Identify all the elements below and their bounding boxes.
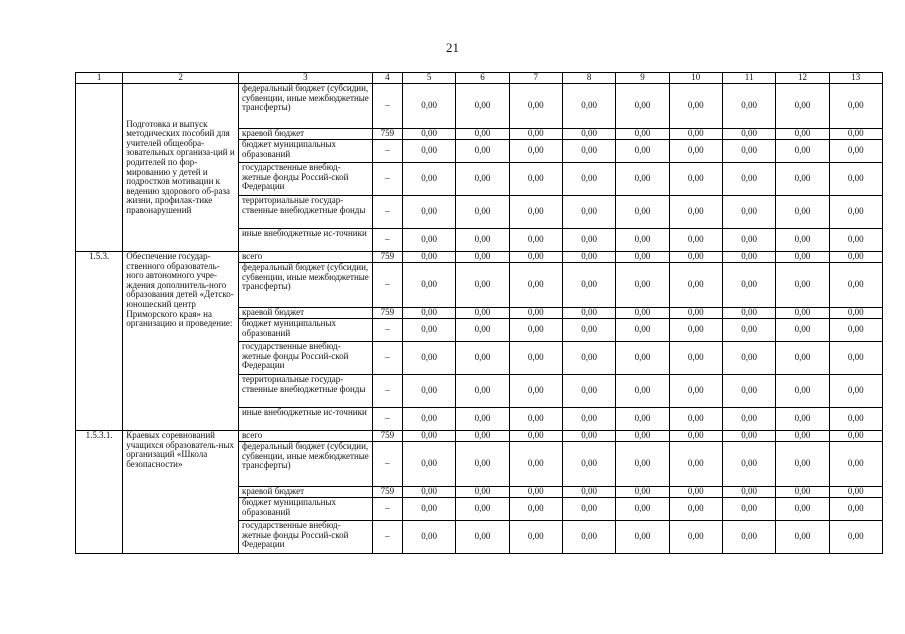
amount-cell: 0,00: [509, 196, 562, 229]
column-header-9: 9: [616, 73, 669, 84]
column-header-8: 8: [562, 73, 615, 84]
amount-cell: 0,00: [829, 140, 882, 163]
budget-code: –: [372, 196, 402, 229]
budget-code: –: [372, 319, 402, 342]
amount-cell: 0,00: [776, 498, 829, 521]
amount-cell: 0,00: [402, 498, 455, 521]
amount-cell: 0,00: [776, 229, 829, 252]
item-name: Обеспечение государ-ственного образователь-ного автономного учре-ждения дополнитель-ного образования детей «Детско-юношеский центр Приморского края» на организацию и проведение:: [123, 252, 239, 431]
amount-cell: 0,00: [776, 319, 829, 342]
amount-cell: 0,00: [402, 84, 455, 129]
amount-cell: 0,00: [616, 442, 669, 487]
column-header-1: 1: [76, 73, 123, 84]
funding-source: федеральный бюджет (субсидии, субвенции, иные межбюджетные трансферты): [238, 263, 372, 308]
amount-cell: 0,00: [722, 140, 775, 163]
amount-cell: 0,00: [829, 196, 882, 229]
amount-cell: 0,00: [456, 431, 509, 442]
amount-cell: 0,00: [616, 487, 669, 498]
amount-cell: 0,00: [509, 498, 562, 521]
amount-cell: 0,00: [456, 129, 509, 140]
funding-source: бюджет муниципальных образований: [238, 140, 372, 163]
table-row: [76, 431, 883, 442]
amount-cell: 0,00: [776, 487, 829, 498]
amount-cell: 0,00: [456, 308, 509, 319]
amount-cell: 0,00: [456, 84, 509, 129]
amount-cell: 0,00: [776, 252, 829, 263]
amount-cell: 0,00: [669, 84, 722, 129]
amount-cell: 0,00: [776, 431, 829, 442]
amount-cell: 0,00: [402, 196, 455, 229]
funding-source: всего: [238, 252, 372, 263]
header-row: [76, 73, 883, 84]
funding-source: иные внебюджетные ис-точники: [238, 408, 372, 431]
amount-cell: 0,00: [509, 431, 562, 442]
amount-cell: 0,00: [616, 408, 669, 431]
amount-cell: 0,00: [829, 84, 882, 129]
amount-cell: 0,00: [829, 319, 882, 342]
amount-cell: 0,00: [616, 196, 669, 229]
amount-cell: 0,00: [722, 163, 775, 196]
amount-cell: 0,00: [669, 163, 722, 196]
item-code: 1.5.3.: [76, 252, 123, 431]
amount-cell: 0,00: [402, 431, 455, 442]
amount-cell: 0,00: [562, 319, 615, 342]
amount-cell: 0,00: [402, 487, 455, 498]
amount-cell: 0,00: [562, 431, 615, 442]
amount-cell: 0,00: [829, 375, 882, 408]
column-header-13: 13: [829, 73, 882, 84]
amount-cell: 0,00: [829, 498, 882, 521]
amount-cell: 0,00: [616, 342, 669, 375]
funding-source: федеральный бюджет (субсидии, субвенции, иные межбюджетные трансферты): [238, 442, 372, 487]
funding-source: государственные внебюд-жетные фонды Россий-ской Федерации: [238, 521, 372, 554]
amount-cell: 0,00: [776, 308, 829, 319]
column-header-7: 7: [509, 73, 562, 84]
amount-cell: 0,00: [616, 229, 669, 252]
amount-cell: 0,00: [669, 308, 722, 319]
amount-cell: 0,00: [669, 521, 722, 554]
amount-cell: 0,00: [776, 408, 829, 431]
amount-cell: 0,00: [616, 498, 669, 521]
amount-cell: 0,00: [829, 442, 882, 487]
amount-cell: 0,00: [669, 196, 722, 229]
amount-cell: 0,00: [402, 319, 455, 342]
amount-cell: 0,00: [562, 84, 615, 129]
amount-cell: 0,00: [616, 375, 669, 408]
funding-source: федеральный бюджет (субсидии, субвенции, иные межбюджетные трансферты): [238, 84, 372, 129]
funding-source: государственные внебюд-жетные фонды Россий-ской Федерации: [238, 342, 372, 375]
amount-cell: 0,00: [669, 129, 722, 140]
budget-code: 759: [372, 487, 402, 498]
page-number: 21: [446, 40, 459, 55]
amount-cell: 0,00: [402, 442, 455, 487]
amount-cell: 0,00: [456, 229, 509, 252]
budget-code: 759: [372, 308, 402, 319]
budget-code: –: [372, 342, 402, 375]
amount-cell: 0,00: [402, 263, 455, 308]
amount-cell: 0,00: [562, 442, 615, 487]
amount-cell: 0,00: [829, 163, 882, 196]
amount-cell: 0,00: [509, 129, 562, 140]
amount-cell: 0,00: [509, 163, 562, 196]
column-header-4: 4: [372, 73, 402, 84]
funding-source: государственные внебюд-жетные фонды Россий-ской Федерации: [238, 163, 372, 196]
amount-cell: 0,00: [722, 129, 775, 140]
amount-cell: 0,00: [402, 129, 455, 140]
amount-cell: 0,00: [402, 140, 455, 163]
amount-cell: 0,00: [402, 252, 455, 263]
amount-cell: 0,00: [669, 442, 722, 487]
amount-cell: 0,00: [562, 308, 615, 319]
amount-cell: 0,00: [509, 263, 562, 308]
amount-cell: 0,00: [456, 252, 509, 263]
amount-cell: 0,00: [669, 375, 722, 408]
amount-cell: 0,00: [669, 319, 722, 342]
amount-cell: 0,00: [776, 84, 829, 129]
amount-cell: 0,00: [829, 263, 882, 308]
funding-source: территориальные государ-ственные внебюджетные фонды: [238, 196, 372, 229]
column-header-6: 6: [456, 73, 509, 84]
funding-source: бюджет муниципальных образований: [238, 498, 372, 521]
amount-cell: 0,00: [669, 263, 722, 308]
amount-cell: 0,00: [669, 252, 722, 263]
amount-cell: 0,00: [776, 521, 829, 554]
amount-cell: 0,00: [616, 140, 669, 163]
budget-code: –: [372, 84, 402, 129]
table-body: [76, 84, 883, 554]
amount-cell: 0,00: [722, 498, 775, 521]
column-header-10: 10: [669, 73, 722, 84]
budget-code: –: [372, 408, 402, 431]
amount-cell: 0,00: [562, 375, 615, 408]
amount-cell: 0,00: [562, 196, 615, 229]
column-header-3: 3: [238, 73, 372, 84]
table-row: [76, 252, 883, 263]
amount-cell: 0,00: [456, 442, 509, 487]
amount-cell: 0,00: [829, 431, 882, 442]
amount-cell: 0,00: [456, 140, 509, 163]
funding-source: краевой бюджет: [238, 129, 372, 140]
funding-source: иные внебюджетные ис-точники: [238, 229, 372, 252]
amount-cell: 0,00: [456, 375, 509, 408]
budget-code: –: [372, 442, 402, 487]
amount-cell: 0,00: [402, 375, 455, 408]
amount-cell: 0,00: [776, 442, 829, 487]
amount-cell: 0,00: [669, 140, 722, 163]
amount-cell: 0,00: [509, 84, 562, 129]
column-header-12: 12: [776, 73, 829, 84]
amount-cell: 0,00: [509, 229, 562, 252]
amount-cell: 0,00: [456, 196, 509, 229]
amount-cell: 0,00: [562, 263, 615, 308]
amount-cell: 0,00: [616, 431, 669, 442]
amount-cell: 0,00: [402, 408, 455, 431]
amount-cell: 0,00: [456, 342, 509, 375]
budget-code: –: [372, 140, 402, 163]
item-code: 1.5.3.1.: [76, 431, 123, 554]
funding-source: бюджет муниципальных образований: [238, 319, 372, 342]
column-header-2: 2: [123, 73, 239, 84]
amount-cell: 0,00: [829, 308, 882, 319]
budget-code: –: [372, 521, 402, 554]
budget-table: [75, 72, 883, 554]
amount-cell: 0,00: [776, 375, 829, 408]
amount-cell: 0,00: [616, 84, 669, 129]
amount-cell: 0,00: [509, 342, 562, 375]
amount-cell: 0,00: [669, 229, 722, 252]
amount-cell: 0,00: [722, 196, 775, 229]
amount-cell: 0,00: [616, 308, 669, 319]
amount-cell: 0,00: [722, 375, 775, 408]
budget-code: 759: [372, 129, 402, 140]
amount-cell: 0,00: [722, 487, 775, 498]
amount-cell: 0,00: [562, 163, 615, 196]
table-row: [76, 84, 883, 129]
funding-source: территориальные государ-ственные внебюджетные фонды: [238, 375, 372, 408]
amount-cell: 0,00: [456, 263, 509, 308]
amount-cell: 0,00: [722, 408, 775, 431]
amount-cell: 0,00: [509, 442, 562, 487]
amount-cell: 0,00: [776, 263, 829, 308]
amount-cell: 0,00: [456, 163, 509, 196]
amount-cell: 0,00: [509, 140, 562, 163]
amount-cell: 0,00: [616, 129, 669, 140]
amount-cell: 0,00: [669, 408, 722, 431]
amount-cell: 0,00: [509, 375, 562, 408]
amount-cell: 0,00: [616, 163, 669, 196]
amount-cell: 0,00: [669, 498, 722, 521]
amount-cell: 0,00: [456, 521, 509, 554]
amount-cell: 0,00: [616, 252, 669, 263]
amount-cell: 0,00: [829, 229, 882, 252]
amount-cell: 0,00: [722, 521, 775, 554]
amount-cell: 0,00: [562, 408, 615, 431]
amount-cell: 0,00: [402, 229, 455, 252]
amount-cell: 0,00: [776, 129, 829, 140]
amount-cell: 0,00: [776, 196, 829, 229]
amount-cell: 0,00: [509, 487, 562, 498]
amount-cell: 0,00: [509, 408, 562, 431]
amount-cell: 0,00: [562, 487, 615, 498]
amount-cell: 0,00: [722, 84, 775, 129]
amount-cell: 0,00: [616, 263, 669, 308]
amount-cell: 0,00: [456, 498, 509, 521]
column-header-11: 11: [722, 73, 775, 84]
amount-cell: 0,00: [829, 342, 882, 375]
amount-cell: 0,00: [509, 521, 562, 554]
amount-cell: 0,00: [562, 129, 615, 140]
amount-cell: 0,00: [722, 442, 775, 487]
column-header-5: 5: [402, 73, 455, 84]
amount-cell: 0,00: [402, 308, 455, 319]
amount-cell: 0,00: [829, 129, 882, 140]
amount-cell: 0,00: [562, 252, 615, 263]
item-code: [76, 84, 123, 252]
item-name: Краевых соревнований учащихся образователь-ных организаций «Школа безопасности»: [123, 431, 239, 554]
amount-cell: 0,00: [669, 342, 722, 375]
amount-cell: 0,00: [402, 342, 455, 375]
item-name: Подготовка и выпуск методических пособий для учителей общеобра-зовательных организа-ций и родителей по фор-мированию у детей и подростков мотивации к ведению здорового об-раза жизни, профилак-тике правонарушений: [123, 84, 239, 252]
amount-cell: 0,00: [616, 319, 669, 342]
amount-cell: 0,00: [776, 163, 829, 196]
budget-code: 759: [372, 252, 402, 263]
amount-cell: 0,00: [562, 140, 615, 163]
amount-cell: 0,00: [669, 431, 722, 442]
funding-source: всего: [238, 431, 372, 442]
amount-cell: 0,00: [722, 229, 775, 252]
amount-cell: 0,00: [562, 521, 615, 554]
amount-cell: 0,00: [722, 342, 775, 375]
amount-cell: 0,00: [829, 521, 882, 554]
amount-cell: 0,00: [722, 319, 775, 342]
amount-cell: 0,00: [722, 252, 775, 263]
budget-code: –: [372, 229, 402, 252]
amount-cell: 0,00: [402, 521, 455, 554]
amount-cell: 0,00: [456, 487, 509, 498]
amount-cell: 0,00: [402, 163, 455, 196]
amount-cell: 0,00: [456, 408, 509, 431]
amount-cell: 0,00: [562, 229, 615, 252]
amount-cell: 0,00: [562, 342, 615, 375]
amount-cell: 0,00: [722, 431, 775, 442]
funding-source: краевой бюджет: [238, 308, 372, 319]
budget-code: –: [372, 498, 402, 521]
amount-cell: 0,00: [509, 252, 562, 263]
budget-code: –: [372, 375, 402, 408]
amount-cell: 0,00: [776, 342, 829, 375]
amount-cell: 0,00: [722, 308, 775, 319]
amount-cell: 0,00: [829, 252, 882, 263]
funding-source: краевой бюджет: [238, 487, 372, 498]
amount-cell: 0,00: [616, 521, 669, 554]
amount-cell: 0,00: [829, 487, 882, 498]
amount-cell: 0,00: [509, 319, 562, 342]
amount-cell: 0,00: [776, 140, 829, 163]
budget-code: –: [372, 163, 402, 196]
amount-cell: 0,00: [509, 308, 562, 319]
budget-code: 759: [372, 431, 402, 442]
amount-cell: 0,00: [722, 263, 775, 308]
budget-code: –: [372, 263, 402, 308]
amount-cell: 0,00: [456, 319, 509, 342]
amount-cell: 0,00: [669, 487, 722, 498]
amount-cell: 0,00: [829, 408, 882, 431]
amount-cell: 0,00: [562, 498, 615, 521]
